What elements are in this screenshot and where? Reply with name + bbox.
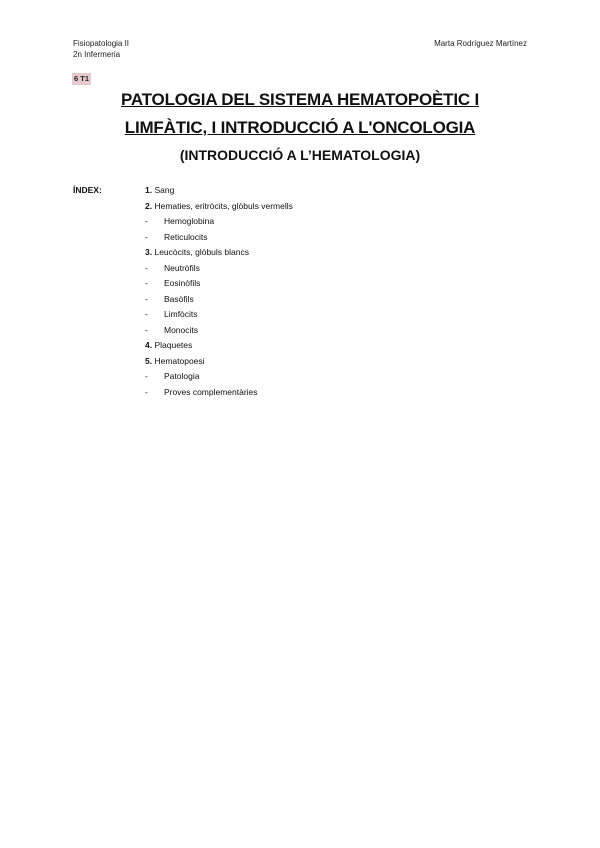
index-subitem-text: Reticulocits bbox=[164, 231, 208, 242]
title-line-1: PATOLOGIA DEL SISTEMA HEMATOPOÈTIC I bbox=[120, 90, 479, 109]
index-list bbox=[145, 183, 293, 400]
index-subitem bbox=[145, 307, 293, 323]
subtitle: (INTRODUCCIÓ A L’HEMATOLOGIA) bbox=[179, 147, 421, 163]
dash-bullet: - bbox=[145, 278, 148, 288]
index-item-text: Sang bbox=[154, 185, 175, 195]
index-item bbox=[145, 245, 293, 261]
index-item bbox=[145, 354, 293, 370]
index-item bbox=[145, 338, 293, 354]
topic-tag: 6 T1 bbox=[74, 74, 90, 83]
index-item-number: 3. bbox=[145, 247, 153, 257]
index-item-number: 1. bbox=[145, 185, 153, 195]
title-line-2: LIMFÀTIC, I INTRODUCCIÓ A L'ONCOLOGIA bbox=[124, 118, 476, 137]
index-subitem bbox=[145, 261, 293, 277]
index-item-text: Leucòcits, glòbuls blancs bbox=[154, 247, 249, 257]
index-item-number: 2. bbox=[145, 200, 153, 211]
index-subitem-text: Basòfils bbox=[164, 293, 194, 304]
index-subitem bbox=[145, 292, 293, 308]
index-subitem-text: Monocits bbox=[164, 324, 199, 335]
dash-bullet: - bbox=[145, 386, 148, 397]
index-subitem-text: Proves complementàries bbox=[164, 386, 258, 397]
index-subitem bbox=[145, 369, 293, 385]
index-item bbox=[145, 183, 293, 199]
index-subitem bbox=[145, 385, 293, 401]
dash-bullet: - bbox=[145, 262, 148, 273]
dash-bullet: - bbox=[145, 309, 148, 319]
index-subitem bbox=[145, 323, 293, 339]
index-subitem-text: Hemoglobina bbox=[164, 216, 215, 226]
index-subitem-text: Eosinòfils bbox=[164, 278, 201, 288]
index-subitem-text: Limfòcits bbox=[164, 309, 198, 319]
index-item-text: Hematies, eritròcits, glòbuls vermells bbox=[154, 200, 293, 211]
dash-bullet: - bbox=[145, 231, 148, 242]
index-subitem-text: Neutròfils bbox=[164, 262, 200, 273]
header-author: Marta Rodríguez Martínez bbox=[434, 39, 527, 48]
index-item-text: Hematopoesi bbox=[154, 355, 205, 366]
index-subitem bbox=[145, 230, 293, 246]
header-year: 2n Infermeria bbox=[73, 50, 121, 59]
index-item-number: 4. bbox=[145, 340, 153, 350]
header-left bbox=[73, 38, 129, 60]
dash-bullet: - bbox=[145, 371, 148, 381]
index-item-text: Plaquetes bbox=[154, 340, 193, 350]
header-course: Fisiopatologia II bbox=[73, 39, 130, 48]
index-subitem bbox=[145, 276, 293, 292]
dash-bullet: - bbox=[145, 216, 148, 226]
index-label: ÍNDEX: bbox=[73, 185, 102, 195]
index-item-number: 5. bbox=[145, 355, 153, 366]
dash-bullet: - bbox=[145, 293, 148, 304]
index-item bbox=[145, 199, 293, 215]
index-subitem bbox=[145, 214, 293, 230]
dash-bullet: - bbox=[145, 324, 148, 335]
index-subitem-text: Patologia bbox=[164, 371, 200, 381]
